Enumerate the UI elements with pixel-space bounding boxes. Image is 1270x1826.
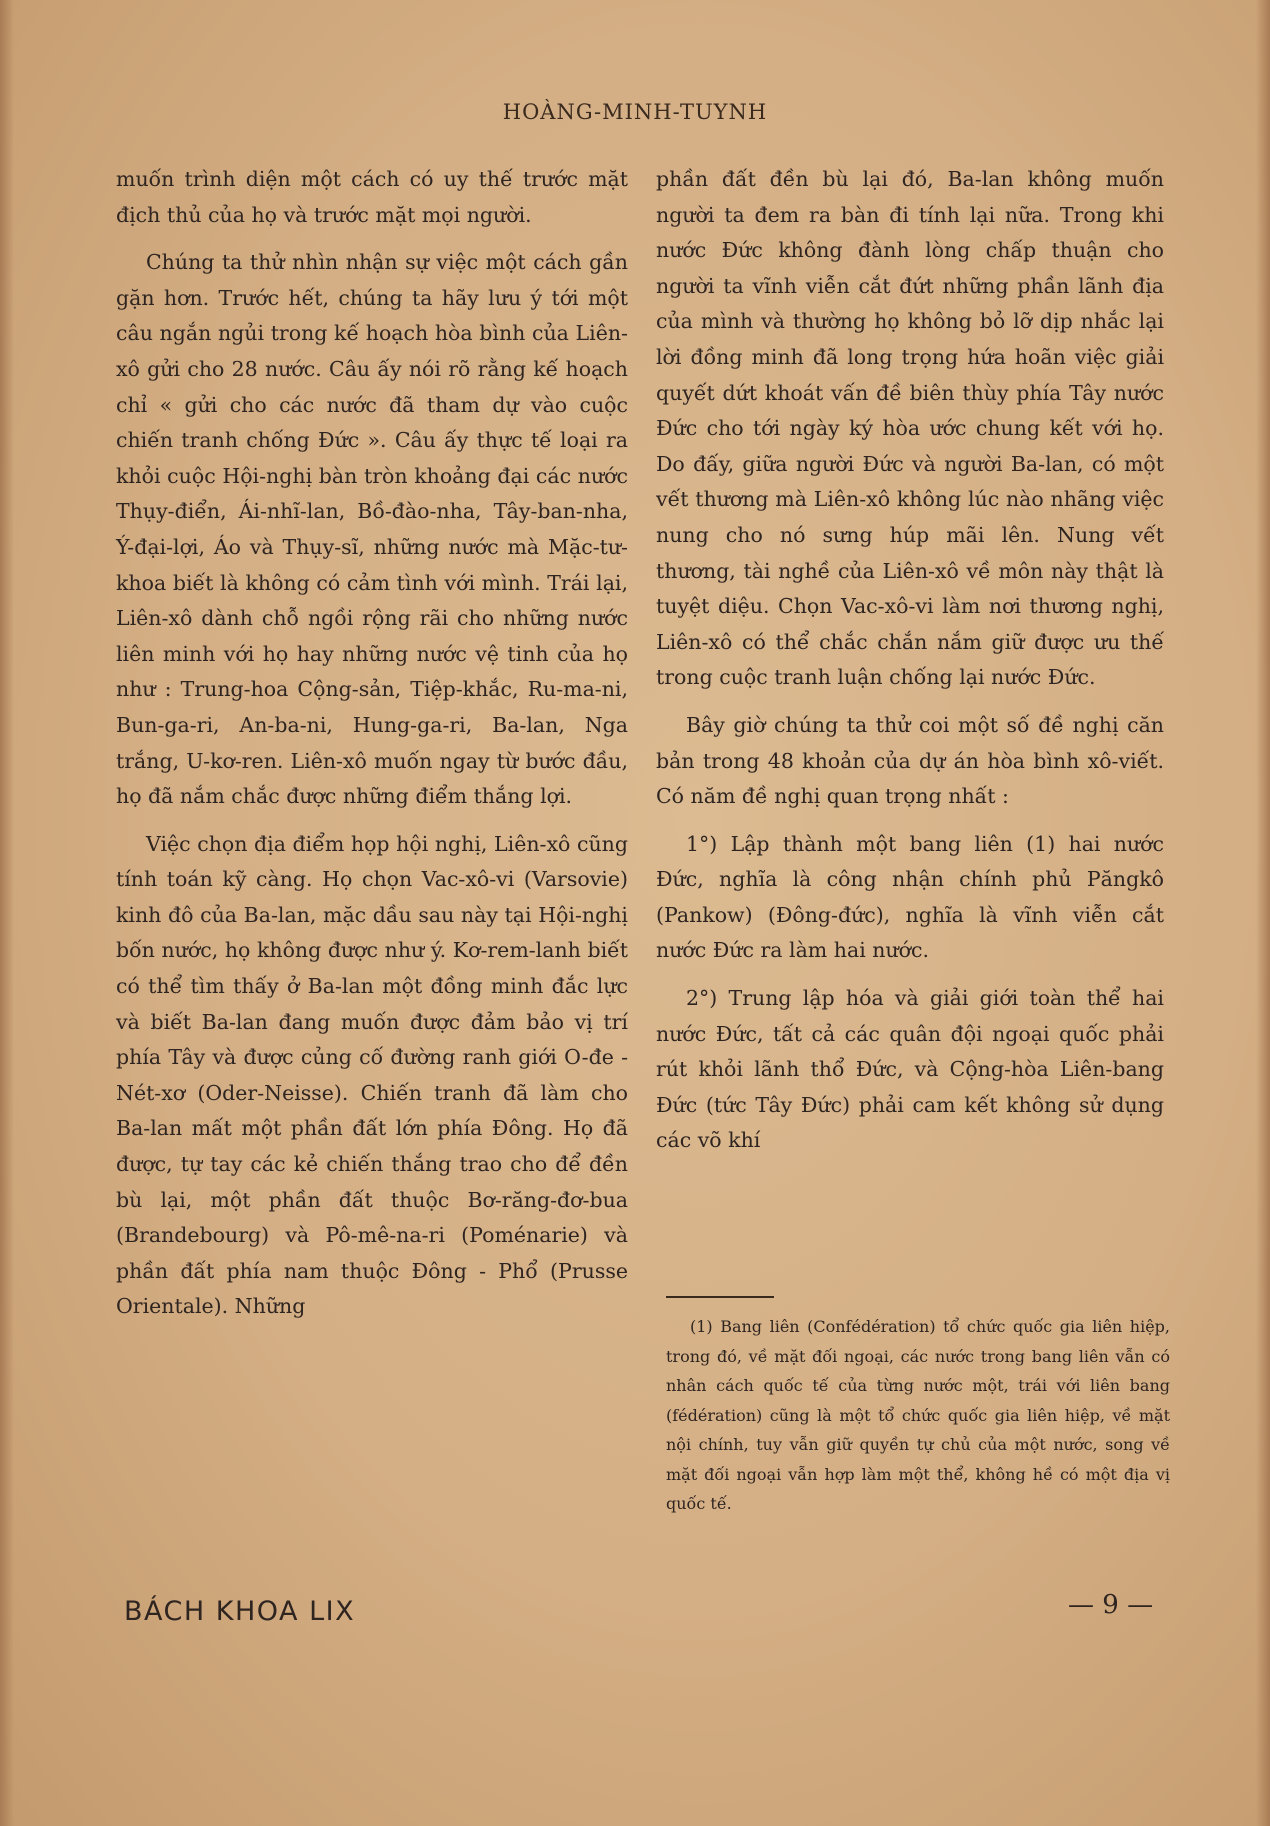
footnote: (1) Bang liên (Confédération) tổ chức quốc gia liên hiệp, trong đó, về mặt đối ngoại, các nước trong bang liên vẫn có nhân cách quốc tế của từng nước một, trái với liên bang (fédération) cũng là một tổ chức quốc gia liên hiệp, về mặt nội chính, tuy vẫn giữ quyền tự chủ của một nước, song về mặt đối ngoại vẫn hợp làm một thể, không hề có một địa vị quốc tế. [666,1317,1170,1513]
page-edge-shadow-right [1256,0,1270,1826]
footnote-divider [666,1296,774,1298]
running-header-title: HOÀNG-MINH-TUYNH [502,100,768,124]
paragraph: muốn trình diện một cách có uy thế trước mặt địch thủ của họ và trước mặt mọi người. [116,167,628,227]
publication-footer: BÁCH KHOA LIX [124,1596,356,1627]
paragraph: Việc chọn địa điểm họp hội nghị, Liên-xô cũng tính toán kỹ càng. Họ chọn Vac-xô-vi (Varsovie) kinh đô của Ba-lan, mặc dầu sau này tại Hội-nghị bốn nước, họ không được như ý. Kơ-rem-lanh biết có thể tìm thấy ở Ba-lan một đồng minh đắc lực và biết Ba-lan đang muốn được đảm bảo vị trí phía Tây và được củng cố đường ranh giới O-đe - Nét-xơ (Oder-Neisse). Chiến tranh đã làm cho Ba-lan mất một phần đất lớn phía Đông. Họ đã được, tự tay các kẻ chiến thắng trao cho để đền bù lại, một phần đất thuộc Bơ-răng-đơ-bua (Brandebourg) và Pô-mê-na-ri (Poménarie) và phần đất phía nam thuộc Đông - Phổ (Prusse Orientale). Những [116,831,628,1319]
page-edge-shadow-left [0,0,14,1826]
page-number: — 9 — [1068,1590,1154,1620]
numbered-proposal: 1°) Lập thành một bang liên (1) hai nước Đức, nghĩa là công nhận chính phủ Păngkô (Pankow) (Đông-đức), nghĩa là vĩnh viễn cắt nước Đức ra làm hai nước. [656,831,1164,963]
numbered-proposal: 2°) Trung lập hóa và giải giới toàn thể hai nước Đức, tất cả các quân đội ngoại quốc phải rút khỏi lãnh thổ Đức, và Cộng-hòa Liên-bang Đức (tức Tây Đức) phải cam kết không sử dụng các võ khí [656,986,1164,1153]
paragraph: Chúng ta thử nhìn nhận sự việc một cách gần gặn hơn. Trước hết, chúng ta hãy lưu ý tới một câu ngắn ngủi trong kế hoạch hòa bình của Liên-xô gửi cho 28 nước. Câu ấy nói rõ rằng kế hoạch chỉ « gửi cho các nước đã tham dự vào cuộc chiến tranh chống Đức ». Câu ấy thực tế loại ra khỏi cuộc Hội-nghị bàn tròn khoảng đại các nước Thụy-điển, Ái-nhĩ-lan, Bồ-đào-nha, Tây-ban-nha, Ý-đại-lợi, Áo và Thụy-sĩ, những nước mà Mặc-tư-khoa biết là không có cảm tình với mình. Trái lại, Liên-xô dành chỗ ngồi rộng rãi cho những nước liên minh với họ hay những nước vệ tinh của họ như : Trung-hoa Cộng-sản, Tiệp-khắc, Ru-ma-ni, Bun-ga-ri, An-ba-ni, Hung-ga-ri, Ba-lan, Nga trắng, U-kơ-ren. Liên-xô muốn ngay từ bước đầu, họ đã nắm chắc được những điểm thắng lợi. [116,250,628,809]
right-text-column [656,162,1164,1171]
paragraph: phần đất đền bù lại đó, Ba-lan không muốn người ta đem ra bàn đi tính lại nữa. Trong khi nước Đức không đành lòng chấp thuận cho người ta vĩnh viễn cắt đứt những phần lãnh địa của mình và thường họ không bỏ lỡ dịp nhắc lại lời đồng minh đã long trọng hứa hoãn việc giải quyết dứt khoát vấn đề biên thùy phía Tây nước Đức cho tới ngày ký hòa ước chung kết với họ. Do đấy, giữa người Đức và người Ba-lan, có một vết thương mà Liên-xô không lúc nào nhãng việc nung cho nó sưng húp mãi lên. Nung vết thương, tài nghề của Liên-xô về môn này thật là tuyệt diệu. Chọn Vac-xô-vi làm nơi thương nghị, Liên-xô có thể chắc chắn nắm giữ được ưu thế trong cuộc tranh luận chống lại nước Đức. [656,167,1164,690]
left-text-column [116,162,628,1337]
paragraph: Bây giờ chúng ta thử coi một số đề nghị căn bản trong 48 khoản của dự án hòa bình xô-viết. Có năm đề nghị quan trọng nhất : [656,712,1164,809]
